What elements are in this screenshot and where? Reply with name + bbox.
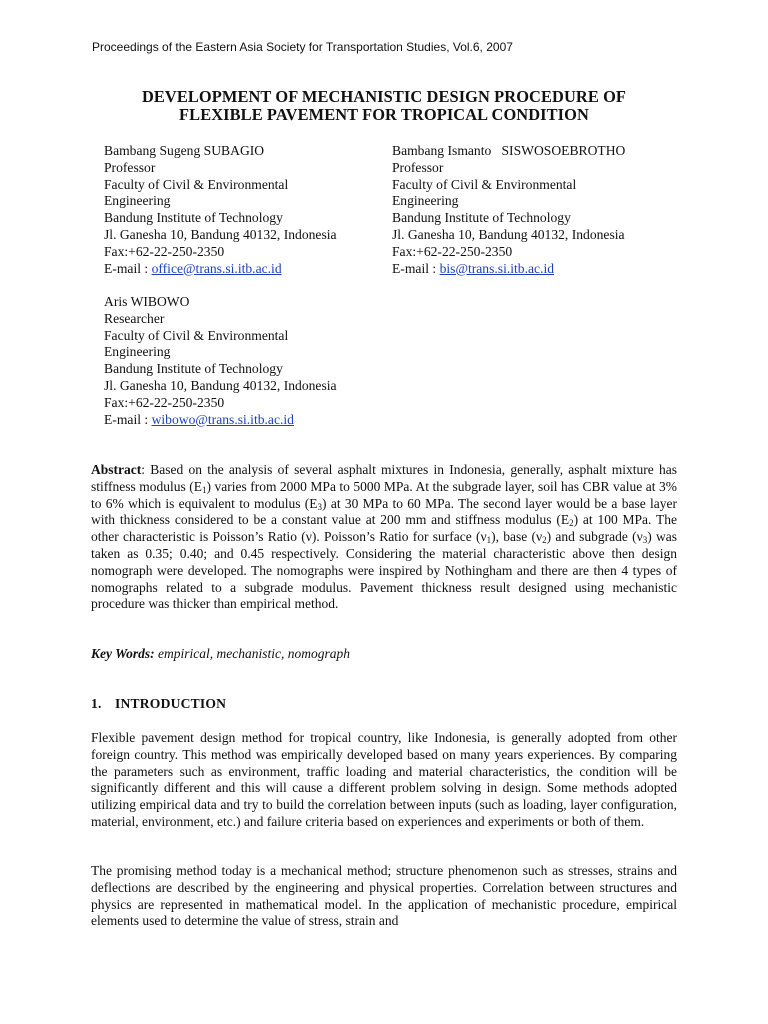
author-faculty: Faculty of Civil & Environmental (104, 176, 289, 192)
author-block-1 (104, 143, 376, 277)
abstract-text: ) at 100 MPa. The other characteristic is Poisson’s Ratio (ν). Poisson’s Ratio for surface (ν (91, 512, 677, 545)
email-label: E-mail : (104, 411, 152, 427)
abstract-text: ) was taken as 0.35; 0.40; and 0.45 respectively. Considering the material characteristic above then design nomograph were developed. The nomographs were inspired by Nothingham and there are then 4 types of nomographs related to a subgrade modulus. Pavement thickness result designed using mechanistic procedure was thicker than empirical method. (91, 529, 677, 612)
author-position: Researcher (104, 310, 165, 326)
abstract-text: ) varies from 2000 MPa to 5000 MPa. At the subgrade layer, soil has CBR value at 3% to 6% which is equivalent to modulus (E (91, 478, 677, 511)
subscript: 2 (542, 535, 547, 546)
title-line-1: DEVELOPMENT OF MECHANISTIC DESIGN PROCEDURE OF (141, 87, 627, 106)
author-email-link[interactable]: wibowo@trans.si.itb.ac.id (151, 411, 294, 427)
abstract-text: : Based on the analysis of several asphalt mixtures in Indonesia, generally, asphalt mixture has stiffness modulus (E (91, 462, 677, 494)
author-fax: Fax:+62-22-250-2350 (392, 243, 513, 259)
author-address: Jl. Ganesha 10, Bandung 40132, Indonesia (104, 377, 337, 393)
author-institute: Bandung Institute of Technology (104, 361, 283, 377)
keywords-label: Key Words: (91, 646, 155, 661)
abstract-text: ), base (ν (491, 529, 543, 545)
author-position: Professor (392, 159, 444, 175)
section-heading (91, 696, 226, 712)
author-position: Professor (104, 159, 156, 175)
abstract-text: ) at 30 MPa to 60 MPa. The second layer would be a base layer with thickness considered to be a constant value at 200 mm and stiffness modulus (E (91, 495, 677, 528)
author-block-3 (104, 294, 376, 428)
email-label: E-mail : (392, 260, 440, 276)
author-email-row (104, 261, 376, 278)
author-address: Jl. Ganesha 10, Bandung 40132, Indonesia (104, 226, 337, 242)
author-faculty: Faculty of Civil & Environmental (392, 176, 577, 192)
subscript: 1 (486, 535, 492, 546)
author-email-row (392, 261, 668, 278)
author-faculty-cont: Engineering (104, 193, 171, 209)
author-address: Jl. Ganesha 10, Bandung 40132, Indonesia (392, 226, 625, 242)
author-institute: Bandung Institute of Technology (392, 210, 571, 226)
keywords-text: empirical, mechanistic, nomograph (154, 646, 350, 661)
introduction-paragraph-1: Flexible pavement design method for tropical country, like Indonesia, is generally adopted from other foreign country. This method was empirically developed based on many years experiences. By comparing the parameters such as environment, traffic loading and material characteristics, the condition will be significantly different and this will cause a different problem solving in design. Some methods adopted utilizing empirical data and try to build the correlation between inputs (such as loading, layer configuration, material, environment, etc.) and failure criteria based on experiences and experiments or both of them. (91, 730, 677, 829)
author-name: Bambang Sugeng SUBAGIO (104, 143, 265, 158)
running-header: Proceedings of the Eastern Asia Society for Transportation Studies, Vol.6, 2007 (92, 40, 513, 54)
author-name: Bambang Ismanto SISWOSOEBROTHO (392, 143, 626, 158)
introduction-paragraph-2: The promising method today is a mechanical method; structure phenomenon such as stresses, strains and deflections are described by the engineering and physical properties. Correlation between structures and physics are represented in mathematical model. In the application of mechanistic procedure, empirical elements used to determine the value of stress, strain and (91, 863, 677, 929)
abstract-text: ) and subgrade (ν (546, 529, 643, 545)
subscript: 1 (201, 484, 207, 495)
author-email-link[interactable]: bis@trans.si.itb.ac.id (439, 260, 555, 276)
email-label: E-mail : (104, 260, 152, 276)
author-name: Aris WIBOWO (104, 294, 190, 309)
author-faculty: Faculty of Civil & Environmental (104, 327, 289, 343)
author-email-link[interactable]: office@trans.si.itb.ac.id (151, 260, 282, 276)
author-fax: Fax:+62-22-250-2350 (104, 394, 225, 410)
title-line-2: FLEXIBLE PAVEMENT FOR TROPICAL CONDITION (179, 105, 589, 124)
author-institute: Bandung Institute of Technology (104, 210, 283, 226)
author-faculty-cont: Engineering (104, 344, 171, 360)
author-email-row (104, 412, 376, 429)
keywords-paragraph (91, 646, 677, 663)
author-block-2 (392, 143, 668, 277)
subscript: 2 (569, 518, 574, 529)
subscript: 3 (317, 501, 323, 512)
subscript: 3 (642, 535, 648, 546)
section-title: INTRODUCTION (115, 696, 227, 711)
paper-title (90, 88, 678, 124)
section-number: 1. (91, 696, 102, 711)
author-fax: Fax:+62-22-250-2350 (104, 243, 225, 259)
abstract-label: Abstract (91, 462, 142, 477)
author-faculty-cont: Engineering (392, 193, 459, 209)
abstract-paragraph (91, 462, 677, 613)
